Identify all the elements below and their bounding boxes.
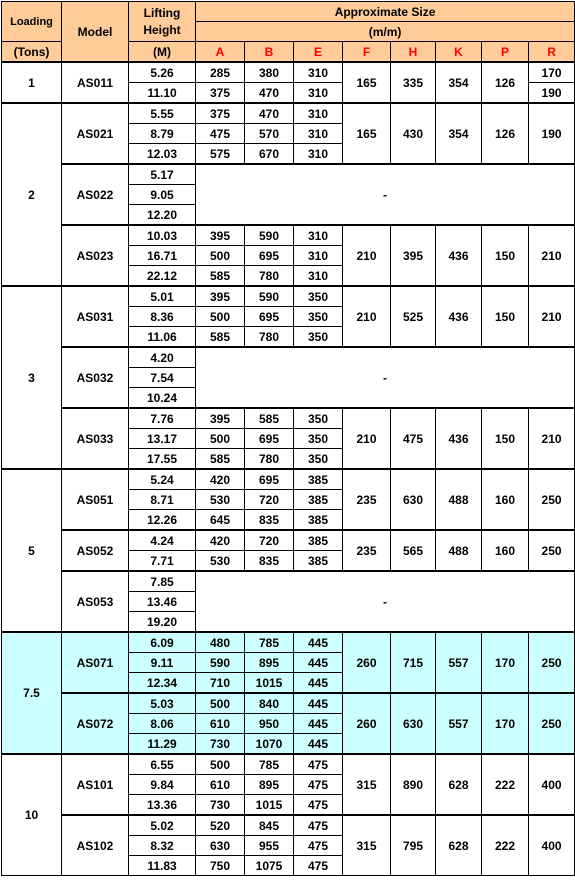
size-b: 1015 — [245, 673, 294, 694]
size-r: 210 — [529, 408, 575, 469]
lifting-height: 6.55 — [129, 754, 196, 775]
size-b: 1070 — [245, 734, 294, 755]
table-row — [2, 62, 575, 83]
loading-group-10 — [2, 754, 575, 876]
lifting-height: 7.71 — [129, 551, 196, 572]
size-k: 436 — [436, 408, 482, 469]
size-e: 350 — [294, 408, 343, 429]
loading-value: 3 — [2, 286, 62, 469]
size-p: 150 — [482, 225, 529, 286]
header-col-e: E — [294, 42, 343, 63]
size-r: 190 — [529, 83, 575, 104]
size-p: 126 — [482, 103, 529, 164]
table-row — [2, 632, 575, 653]
size-e: 310 — [294, 266, 343, 287]
size-b: 695 — [245, 307, 294, 327]
size-a: 585 — [196, 327, 245, 348]
size-e: 475 — [294, 795, 343, 816]
model-name: AS023 — [62, 225, 129, 286]
lifting-height: 7.54 — [129, 368, 196, 388]
model-name: AS021 — [62, 103, 129, 164]
model-name: AS051 — [62, 469, 129, 530]
lifting-height: 10.24 — [129, 388, 196, 409]
size-h: 715 — [391, 632, 436, 693]
size-h: 565 — [391, 530, 436, 571]
size-e: 310 — [294, 83, 343, 104]
model-name: AS031 — [62, 286, 129, 347]
size-r: 170 — [529, 62, 575, 83]
size-a: 610 — [196, 714, 245, 734]
size-h: 525 — [391, 286, 436, 347]
size-k: 354 — [436, 62, 482, 103]
size-a: 585 — [196, 266, 245, 287]
model-name: AS052 — [62, 530, 129, 571]
size-a: 500 — [196, 693, 245, 714]
lifting-height: 12.26 — [129, 510, 196, 531]
size-a: 395 — [196, 225, 245, 246]
size-e: 385 — [294, 510, 343, 531]
size-b: 470 — [245, 103, 294, 124]
lifting-height: 13.17 — [129, 429, 196, 449]
size-p: 126 — [482, 62, 529, 103]
size-b: 780 — [245, 327, 294, 348]
size-b: 895 — [245, 653, 294, 673]
size-e: 445 — [294, 734, 343, 755]
size-h: 630 — [391, 693, 436, 754]
size-k: 436 — [436, 286, 482, 347]
size-b: 590 — [245, 286, 294, 307]
size-f: 210 — [343, 225, 391, 286]
no-data-dash: - — [196, 571, 575, 632]
size-f: 165 — [343, 62, 391, 103]
size-b: 785 — [245, 754, 294, 775]
loading-value: 2 — [2, 103, 62, 286]
size-p: 160 — [482, 530, 529, 571]
model-name: AS071 — [62, 632, 129, 693]
size-b: 670 — [245, 144, 294, 165]
size-p: 170 — [482, 693, 529, 754]
lifting-height: 8.79 — [129, 124, 196, 144]
size-b: 1075 — [245, 856, 294, 876]
loading-group-2 — [2, 103, 575, 286]
size-e: 385 — [294, 469, 343, 490]
table-row — [2, 469, 575, 490]
lifting-height: 5.55 — [129, 103, 196, 124]
size-k: 436 — [436, 225, 482, 286]
table-row — [2, 693, 575, 714]
size-b: 590 — [245, 225, 294, 246]
lifting-height: 17.55 — [129, 449, 196, 470]
lifting-height: 4.20 — [129, 347, 196, 368]
header-lifting-height: Lifting Height — [129, 2, 196, 42]
header-col-b: B — [245, 42, 294, 63]
size-r: 190 — [529, 103, 575, 164]
size-e: 310 — [294, 225, 343, 246]
lifting-height: 12.03 — [129, 144, 196, 165]
size-b: 785 — [245, 632, 294, 653]
lifting-height: 8.06 — [129, 714, 196, 734]
lifting-height: 11.10 — [129, 83, 196, 104]
size-e: 350 — [294, 286, 343, 307]
loading-group-1 — [2, 62, 575, 103]
loading-value: 5 — [2, 469, 62, 632]
size-a: 730 — [196, 734, 245, 755]
size-h: 475 — [391, 408, 436, 469]
header-unit-mm: (m/m) — [196, 22, 575, 42]
hoist-spec-table — [1, 1, 575, 876]
size-b: 570 — [245, 124, 294, 144]
header-unit-m: (M) — [129, 42, 196, 63]
table-row — [2, 164, 575, 185]
size-f: 235 — [343, 530, 391, 571]
size-h: 335 — [391, 62, 436, 103]
no-data-dash: - — [196, 347, 575, 408]
lifting-height: 7.76 — [129, 408, 196, 429]
size-f: 260 — [343, 693, 391, 754]
size-e: 310 — [294, 103, 343, 124]
size-r: 250 — [529, 693, 575, 754]
size-a: 730 — [196, 795, 245, 816]
model-name: AS102 — [62, 815, 129, 876]
size-h: 630 — [391, 469, 436, 530]
size-e: 350 — [294, 307, 343, 327]
size-e: 445 — [294, 714, 343, 734]
loading-value: 7.5 — [2, 632, 62, 754]
size-b: 835 — [245, 510, 294, 531]
lifting-height: 8.36 — [129, 307, 196, 327]
size-f: 210 — [343, 408, 391, 469]
size-e: 445 — [294, 673, 343, 694]
lifting-height: 16.71 — [129, 246, 196, 266]
table-row — [2, 286, 575, 307]
size-e: 350 — [294, 327, 343, 348]
size-a: 750 — [196, 856, 245, 876]
size-a: 395 — [196, 408, 245, 429]
lifting-height: 5.03 — [129, 693, 196, 714]
size-e: 445 — [294, 693, 343, 714]
header-model: Model — [62, 2, 129, 63]
header-approx-size: Approximate Size — [196, 2, 575, 22]
lifting-height: 9.84 — [129, 775, 196, 795]
size-a: 395 — [196, 286, 245, 307]
size-a: 500 — [196, 429, 245, 449]
header-col-p: P — [482, 42, 529, 63]
lifting-height: 8.32 — [129, 836, 196, 856]
size-b: 950 — [245, 714, 294, 734]
size-a: 710 — [196, 673, 245, 694]
model-name: AS032 — [62, 347, 129, 408]
lifting-height: 5.24 — [129, 469, 196, 490]
size-a: 585 — [196, 449, 245, 470]
lifting-height: 11.83 — [129, 856, 196, 876]
size-a: 520 — [196, 815, 245, 836]
loading-group-7-5 — [2, 632, 575, 754]
model-name: AS022 — [62, 164, 129, 225]
size-h: 430 — [391, 103, 436, 164]
header-col-h: H — [391, 42, 436, 63]
size-e: 385 — [294, 490, 343, 510]
size-e: 475 — [294, 856, 343, 876]
loading-group-3 — [2, 286, 575, 469]
size-b: 955 — [245, 836, 294, 856]
size-k: 354 — [436, 103, 482, 164]
size-h: 795 — [391, 815, 436, 876]
size-k: 557 — [436, 632, 482, 693]
size-f: 235 — [343, 469, 391, 530]
size-k: 488 — [436, 469, 482, 530]
header-col-r: R — [529, 42, 575, 63]
size-e: 445 — [294, 632, 343, 653]
size-e: 475 — [294, 775, 343, 795]
no-data-dash: - — [196, 164, 575, 225]
table-row — [2, 347, 575, 368]
lifting-height: 8.71 — [129, 490, 196, 510]
table-row — [2, 103, 575, 124]
lifting-height: 9.11 — [129, 653, 196, 673]
lifting-height: 4.24 — [129, 530, 196, 551]
size-k: 628 — [436, 754, 482, 815]
size-b: 780 — [245, 449, 294, 470]
size-r: 400 — [529, 754, 575, 815]
size-e: 350 — [294, 449, 343, 470]
model-name: AS072 — [62, 693, 129, 754]
size-a: 475 — [196, 124, 245, 144]
size-k: 488 — [436, 530, 482, 571]
size-h: 890 — [391, 754, 436, 815]
size-e: 475 — [294, 754, 343, 775]
size-b: 720 — [245, 530, 294, 551]
size-f: 165 — [343, 103, 391, 164]
header-col-a: A — [196, 42, 245, 63]
size-f: 315 — [343, 754, 391, 815]
model-name: AS033 — [62, 408, 129, 469]
size-e: 445 — [294, 653, 343, 673]
size-b: 845 — [245, 815, 294, 836]
size-a: 500 — [196, 246, 245, 266]
lifting-height: 9.05 — [129, 185, 196, 205]
size-a: 530 — [196, 490, 245, 510]
size-r: 400 — [529, 815, 575, 876]
size-f: 260 — [343, 632, 391, 693]
size-p: 160 — [482, 469, 529, 530]
table-row — [2, 225, 575, 246]
size-a: 575 — [196, 144, 245, 165]
size-e: 310 — [294, 124, 343, 144]
size-p: 222 — [482, 754, 529, 815]
size-a: 530 — [196, 551, 245, 572]
table-header — [2, 2, 575, 63]
lifting-height: 5.01 — [129, 286, 196, 307]
size-e: 350 — [294, 429, 343, 449]
size-b: 1015 — [245, 795, 294, 816]
lifting-height: 11.06 — [129, 327, 196, 348]
size-b: 835 — [245, 551, 294, 572]
loading-value: 10 — [2, 754, 62, 876]
size-b: 470 — [245, 83, 294, 104]
header-loading: Loading — [2, 2, 62, 42]
size-a: 420 — [196, 530, 245, 551]
lifting-height: 5.26 — [129, 62, 196, 83]
size-e: 310 — [294, 246, 343, 266]
loading-group-5 — [2, 469, 575, 632]
size-b: 380 — [245, 62, 294, 83]
size-b: 895 — [245, 775, 294, 795]
size-k: 628 — [436, 815, 482, 876]
size-b: 720 — [245, 490, 294, 510]
size-e: 310 — [294, 144, 343, 165]
lifting-height: 12.20 — [129, 205, 196, 226]
lifting-height: 6.09 — [129, 632, 196, 653]
size-r: 250 — [529, 632, 575, 693]
header-col-f: F — [343, 42, 391, 63]
size-b: 695 — [245, 429, 294, 449]
size-h: 395 — [391, 225, 436, 286]
size-b: 585 — [245, 408, 294, 429]
size-e: 475 — [294, 815, 343, 836]
size-r: 250 — [529, 469, 575, 530]
size-a: 375 — [196, 83, 245, 104]
lifting-height: 5.02 — [129, 815, 196, 836]
table-row — [2, 815, 575, 836]
lifting-height: 22.12 — [129, 266, 196, 287]
loading-value: 1 — [2, 62, 62, 103]
size-f: 315 — [343, 815, 391, 876]
size-a: 590 — [196, 653, 245, 673]
size-a: 645 — [196, 510, 245, 531]
size-a: 610 — [196, 775, 245, 795]
size-b: 840 — [245, 693, 294, 714]
size-e: 385 — [294, 551, 343, 572]
size-a: 500 — [196, 307, 245, 327]
size-b: 695 — [245, 246, 294, 266]
size-k: 557 — [436, 693, 482, 754]
table-row — [2, 530, 575, 551]
size-p: 170 — [482, 632, 529, 693]
size-r: 210 — [529, 286, 575, 347]
model-name: AS053 — [62, 571, 129, 632]
size-e: 310 — [294, 62, 343, 83]
size-a: 420 — [196, 469, 245, 490]
size-p: 150 — [482, 286, 529, 347]
lifting-height: 13.46 — [129, 592, 196, 612]
size-f: 210 — [343, 286, 391, 347]
lifting-height: 5.17 — [129, 164, 196, 185]
lifting-height: 12.34 — [129, 673, 196, 694]
lifting-height: 13.36 — [129, 795, 196, 816]
size-r: 250 — [529, 530, 575, 571]
size-a: 375 — [196, 103, 245, 124]
lifting-height: 19.20 — [129, 612, 196, 633]
header-unit-tons: (Tons) — [2, 42, 62, 63]
size-b: 780 — [245, 266, 294, 287]
size-p: 150 — [482, 408, 529, 469]
size-a: 630 — [196, 836, 245, 856]
size-e: 385 — [294, 530, 343, 551]
model-name: AS101 — [62, 754, 129, 815]
table-row — [2, 754, 575, 775]
lifting-height: 7.85 — [129, 571, 196, 592]
size-p: 222 — [482, 815, 529, 876]
size-a: 285 — [196, 62, 245, 83]
model-name: AS011 — [62, 62, 129, 103]
lifting-height: 10.03 — [129, 225, 196, 246]
size-e: 475 — [294, 836, 343, 856]
size-r: 210 — [529, 225, 575, 286]
lifting-height: 11.29 — [129, 734, 196, 755]
table-row — [2, 571, 575, 592]
size-a: 480 — [196, 632, 245, 653]
size-a: 500 — [196, 754, 245, 775]
header-col-k: K — [436, 42, 482, 63]
size-b: 695 — [245, 469, 294, 490]
table-row — [2, 408, 575, 429]
